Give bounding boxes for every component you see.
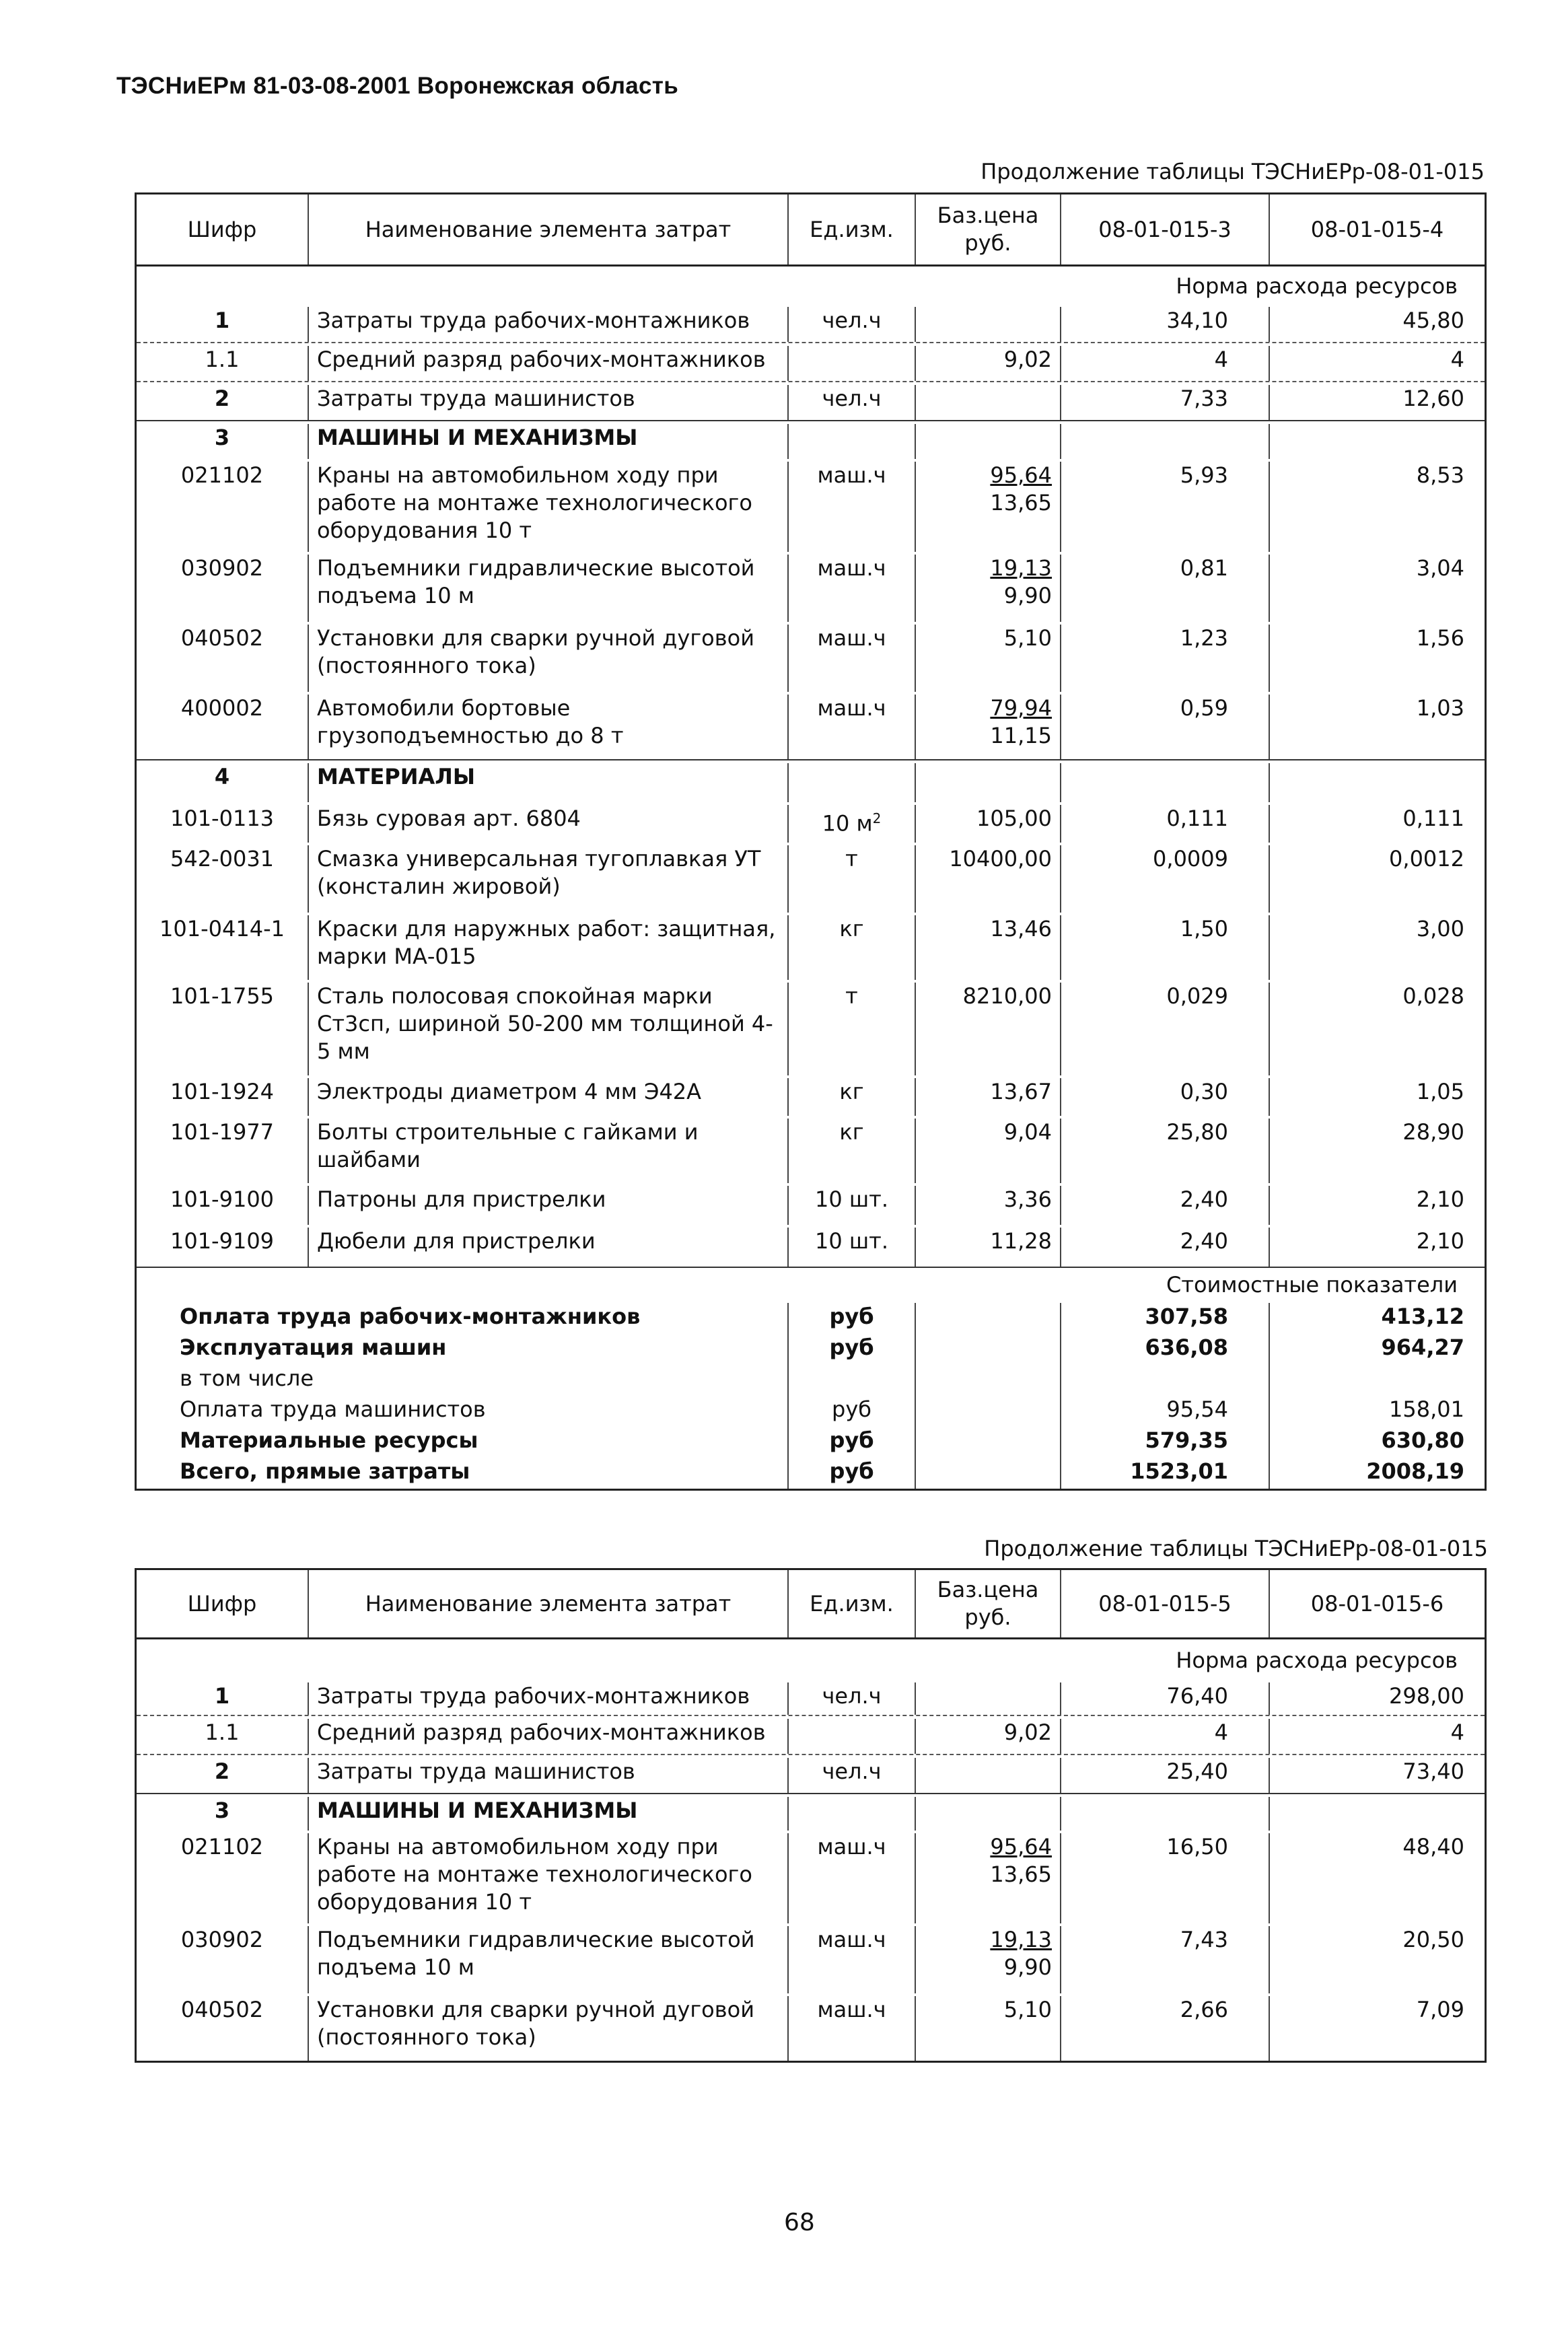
summary-unit: руб [787,1334,915,1365]
row-code: 1 [214,1683,230,1709]
summary-unit: руб [787,1427,915,1458]
page-number: 68 [784,2209,815,2236]
row-price [915,845,1060,913]
table2-body [137,1680,1485,2061]
row-unit-text: маш.ч [817,1997,886,2022]
table2-header-row [137,1570,1485,1637]
col-code-header: Шифр [187,1590,257,1617]
row-price-value-2: 11,15 [990,723,1052,748]
row-price-value-2: 9,90 [1003,583,1052,608]
row-name: Болты строительные с гайками и шайбами [308,1119,787,1183]
row-code: 040502 [180,625,264,651]
row-value-a: 0,029 [1060,983,1269,1075]
row-price-value: 5,10 [1003,1997,1052,2022]
row-value-b: 4 [1269,1719,1485,1754]
row-price-value: 13,67 [990,1079,1052,1104]
row-price [915,1719,1060,1754]
cost-label-row [137,1267,1485,1303]
row-price [915,1996,1060,2061]
row-price-value: 9,02 [1003,1719,1052,1745]
table-row [137,622,1485,692]
row-price [915,462,1060,552]
row-value-a: 4 [1060,1719,1269,1754]
row-value-b: 8,53 [1269,462,1485,552]
row-unit [787,1996,915,2061]
summary-value-b [1269,1365,1485,1396]
row-value-b [1269,424,1485,459]
col-a-header: 08-01-015-5 [1060,1570,1269,1637]
summary-name: Эксплуатация машин [180,1335,447,1360]
row-unit-text: 10 шт. [815,1186,888,1212]
row-name: МАШИНЫ И МЕХАНИЗМЫ [308,424,787,459]
col-b-header: 08-01-015-6 [1269,1570,1485,1637]
row-value-a: 25,40 [1060,1758,1269,1793]
summary-value-a: 636,08 [1060,1334,1269,1365]
row-value-a: 0,81 [1060,555,1269,622]
row-unit-text: чел.ч [822,1683,882,1709]
row-value-a: 7,43 [1060,1926,1269,1993]
row-unit [787,1926,915,1993]
row-unit [787,763,915,802]
summary-spacer [137,1365,172,1396]
row-price [915,983,1060,1075]
row-code: 1.1 [205,347,240,372]
row-unit-text: т [845,983,858,1009]
row-name: Электроды диаметром 4 мм Э42А [308,1078,787,1116]
table2-caption: Продолжение таблицы ТЭСНиЕРр-08-01-015 [984,1536,1488,1561]
row-name: Установки для сварки ручной дуговой (постоянного тока) [308,625,787,692]
row-unit-text: чел.ч [822,308,882,333]
row-unit [787,1119,915,1183]
col-code-header: Шифр [187,216,257,242]
summary-name: Оплата труда машинистов [180,1396,486,1422]
table-row [137,1923,1485,1993]
summary-value-b: 413,12 [1269,1303,1485,1334]
summary-unit [787,1365,915,1396]
row-value-b: 20,50 [1269,1926,1485,1993]
row-price-value-2: 13,65 [990,1862,1052,1887]
summary-spacer [137,1427,172,1458]
row-price-value: 11,28 [990,1228,1052,1254]
row-value-a: 25,80 [1060,1119,1269,1183]
row-name: Патроны для пристрелки [308,1186,787,1225]
table2 [135,1568,1487,2063]
row-unit-text: маш.ч [817,695,886,721]
summary-unit: руб [787,1303,915,1334]
summary-spacer [137,1458,172,1489]
row-code: 4 [214,764,230,789]
summary-spacer [137,1303,172,1334]
row-value-a: 76,40 [1060,1682,1269,1715]
row-value-b [1269,1797,1485,1831]
row-unit [787,1797,915,1831]
row-unit [787,1228,915,1267]
table1-header-row [137,194,1485,264]
cost-label: Стоимостные показатели [1166,1272,1458,1298]
row-code: 101-1755 [170,983,275,1009]
table-row [137,1116,1485,1183]
row-unit [787,695,915,759]
row-name: Подъемники гидравлические высотой подъема 10 м [308,1926,787,1993]
summary-value-a: 579,35 [1060,1427,1269,1458]
row-name: Затраты труда рабочих-монтажников [308,307,787,342]
row-unit-text: чел.ч [822,1759,882,1784]
row-value-a: 4 [1060,346,1269,381]
row-unit-text: маш.ч [817,1834,886,1859]
summary-value-b: 630,80 [1269,1427,1485,1458]
table-row [137,420,1485,459]
row-price [915,1797,1060,1831]
table-row [137,913,1485,980]
summary-row [137,1427,1485,1458]
row-unit [787,462,915,552]
row-code: 101-9100 [170,1186,275,1212]
summary-spacer [137,1396,172,1427]
row-value-a [1060,424,1269,459]
row-price-value: 13,46 [990,916,1052,942]
summary-name: Оплата труда рабочих-монтажников [180,1304,641,1329]
row-value-a: 5,93 [1060,462,1269,552]
row-price [915,346,1060,381]
row-code: 3 [214,1798,230,1823]
row-price [915,424,1060,459]
row-unit-text: маш.ч [817,625,886,651]
row-unit-text: чел.ч [822,386,882,411]
row-unit-text: кг [839,1079,864,1104]
row-unit [787,845,915,913]
row-price [915,1758,1060,1793]
summary-value-b: 158,01 [1269,1396,1485,1427]
document-header: ТЭСНиЕРм 81-03-08-2001 Воронежская область [116,73,679,99]
summary-row [137,1303,1485,1334]
row-value-b: 0,028 [1269,983,1485,1075]
summary-name: в том числе [180,1366,314,1391]
row-unit-sup: 2 [872,810,882,826]
row-unit-text: 10 м [822,810,873,837]
row-price [915,695,1060,759]
row-name: Краски для наружных работ: защитная, марки МА-015 [308,915,787,980]
row-price-value: 19,13 [990,555,1052,581]
row-name: Дюбели для пристрелки [308,1228,787,1267]
summary-row [137,1334,1485,1365]
row-unit [787,625,915,692]
row-price [915,1926,1060,1993]
row-value-b: 12,60 [1269,385,1485,420]
row-price-value: 8210,00 [962,983,1052,1009]
summary-spacer [137,1334,172,1365]
summary-price [915,1365,1060,1396]
norm-label: Норма расхода ресурсов [1176,273,1458,299]
row-price [915,1119,1060,1183]
row-code: 101-0113 [170,806,275,831]
table-row [137,1754,1485,1793]
row-name: Сталь полосовая спокойная марки Ст3сп, шириной 50-200 мм толщиной 4-5 мм [308,983,787,1075]
row-price-value-2: 13,65 [990,490,1052,516]
row-name: Затраты труда машинистов [308,1758,787,1793]
summary-row [137,1458,1485,1489]
row-unit [787,1186,915,1225]
row-value-b: 45,80 [1269,307,1485,342]
row-price [915,555,1060,622]
norm-label-row [137,264,1485,304]
col-unit-header: Ед.изм. [787,1570,915,1637]
row-name: Затраты труда рабочих-монтажников [308,1682,787,1715]
row-price [915,915,1060,980]
row-price-value: 9,04 [1003,1119,1052,1145]
row-value-a: 0,59 [1060,695,1269,759]
row-unit [787,805,915,843]
row-value-b: 7,09 [1269,1996,1485,2061]
row-name: Автомобили бортовые грузоподъемностью до 8 т [308,695,787,759]
row-name: Бязь суровая арт. 6804 [308,805,787,843]
row-price-value-2: 9,90 [1003,1954,1052,1980]
summary-price [915,1458,1060,1489]
row-name: МАТЕРИАЛЫ [308,763,787,802]
row-price [915,1682,1060,1715]
row-value-b: 2,10 [1269,1228,1485,1267]
table-row [137,1225,1485,1267]
summary-price [915,1396,1060,1427]
row-price-value: 3,36 [1003,1186,1052,1212]
row-price-value: 19,13 [990,1927,1052,1952]
row-name: Краны на автомобильном ходу при работе на монтаже технологического оборудования 10 т [308,462,787,552]
summary-price [915,1427,1060,1458]
norm-label-row [137,1637,1485,1680]
row-value-a: 2,40 [1060,1228,1269,1267]
row-value-a: 7,33 [1060,385,1269,420]
row-unit [787,1833,915,1923]
row-price [915,1833,1060,1923]
row-price-value: 9,02 [1003,347,1052,372]
row-unit [787,1078,915,1116]
row-unit [787,1682,915,1715]
row-price [915,1078,1060,1116]
row-code: 021102 [180,462,264,488]
col-b-header: 08-01-015-4 [1269,194,1485,264]
row-value-b: 0,111 [1269,805,1485,843]
table1-body [137,304,1485,1267]
row-unit [787,1719,915,1754]
table-row [137,1993,1485,2061]
row-value-a: 0,30 [1060,1078,1269,1116]
row-code: 400002 [180,695,264,721]
row-value-b: 2,10 [1269,1186,1485,1225]
row-unit-text: кг [839,1119,864,1145]
row-name: МАШИНЫ И МЕХАНИЗМЫ [308,1797,787,1831]
row-name: Подъемники гидравлические высотой подъема 10 м [308,555,787,622]
row-value-b: 1,05 [1269,1078,1485,1116]
row-code: 021102 [180,1834,264,1859]
col-price-header: Баз.цена руб. [915,1570,1060,1637]
summary-value-b: 2008,19 [1269,1458,1485,1489]
row-value-a: 0,0009 [1060,845,1269,913]
summary-value-a [1060,1365,1269,1396]
summary-unit: руб [787,1396,915,1427]
row-code: 101-9109 [170,1228,275,1254]
summary-value-a: 1523,01 [1060,1458,1269,1489]
row-value-b: 0,0012 [1269,845,1485,913]
summary-name: Материальные ресурсы [180,1427,478,1453]
table-row [137,552,1485,622]
table-row [137,1183,1485,1225]
row-unit-text: кг [839,916,864,942]
table1 [135,192,1487,1491]
row-value-b: 1,56 [1269,625,1485,692]
table-row [137,759,1485,802]
row-unit-text: маш.ч [817,555,886,581]
row-value-b: 73,40 [1269,1758,1485,1793]
row-unit [787,983,915,1075]
row-value-a: 34,10 [1060,307,1269,342]
table-row [137,381,1485,420]
row-price-value: 79,94 [990,695,1052,721]
row-unit-text: маш.ч [817,1927,886,1952]
summary-unit: руб [787,1458,915,1489]
table-row [137,342,1485,381]
row-unit [787,346,915,381]
summary-name: Всего, прямые затраты [180,1458,470,1484]
row-unit-text: маш.ч [817,462,886,488]
row-price [915,385,1060,420]
row-price-value: 95,64 [990,462,1052,488]
row-value-b: 4 [1269,346,1485,381]
table-row [137,1680,1485,1715]
col-a-header: 08-01-015-3 [1060,194,1269,264]
row-price [915,763,1060,802]
row-unit [787,915,915,980]
table-row [137,980,1485,1075]
row-code: 1 [214,308,230,333]
row-value-b: 48,40 [1269,1833,1485,1923]
row-price-value: 95,64 [990,1834,1052,1859]
row-value-b: 1,03 [1269,695,1485,759]
row-code: 542-0031 [170,846,275,872]
row-price-value: 5,10 [1003,625,1052,651]
row-name: Средний разряд рабочих-монтажников [308,1719,787,1754]
table1-summary [137,1303,1485,1489]
row-price-value: 10400,00 [949,846,1052,872]
row-value-a [1060,763,1269,802]
row-unit [787,307,915,342]
row-name: Установки для сварки ручной дуговой (постоянного тока) [308,1996,787,2061]
table-row [137,304,1485,342]
row-name: Средний разряд рабочих-монтажников [308,346,787,381]
row-code: 101-1977 [170,1119,275,1145]
row-code: 030902 [180,555,264,581]
row-unit-text: 10 шт. [815,1228,888,1254]
row-unit [787,385,915,420]
row-code: 101-0414-1 [159,916,285,942]
col-name-header: Наименование элемента затрат [308,1570,787,1637]
table-row [137,802,1485,843]
table-row [137,459,1485,552]
row-code: 3 [214,425,230,450]
row-price [915,805,1060,843]
summary-row [137,1365,1485,1396]
table-row [137,1075,1485,1116]
row-value-b [1269,763,1485,802]
col-unit-header: Ед.изм. [787,194,915,264]
row-value-a [1060,1797,1269,1831]
table-row [137,1793,1485,1831]
row-code: 040502 [180,1997,264,2022]
row-unit [787,555,915,622]
row-price [915,625,1060,692]
row-price [915,1228,1060,1267]
row-value-a: 1,50 [1060,915,1269,980]
row-value-a: 16,50 [1060,1833,1269,1923]
summary-value-a: 307,58 [1060,1303,1269,1334]
table1-caption: Продолжение таблицы ТЭСНиЕРр-08-01-015 [981,159,1485,184]
summary-value-a: 95,54 [1060,1396,1269,1427]
row-price-value: 105,00 [976,806,1052,831]
row-unit [787,424,915,459]
col-price-header: Баз.цена руб. [915,194,1060,264]
table-row [137,692,1485,759]
row-code: 1.1 [205,1719,240,1745]
row-value-a: 2,66 [1060,1996,1269,2061]
row-value-b: 298,00 [1269,1682,1485,1715]
row-value-b: 28,90 [1269,1119,1485,1183]
col-name-header: Наименование элемента затрат [308,194,787,264]
summary-price [915,1303,1060,1334]
table-row [137,843,1485,913]
row-name: Краны на автомобильном ходу при работе на монтаже технологического оборудования 10 т [308,1833,787,1923]
summary-row [137,1396,1485,1427]
row-value-a: 0,111 [1060,805,1269,843]
row-name: Затраты труда машинистов [308,385,787,420]
row-code: 2 [214,386,230,411]
row-unit-text: т [845,846,858,872]
summary-value-b: 964,27 [1269,1334,1485,1365]
row-name: Смазка универсальная тугоплавкая УТ (консталин жировой) [308,845,787,913]
table-row [137,1715,1485,1754]
row-code: 2 [214,1759,230,1784]
row-value-b: 3,00 [1269,915,1485,980]
row-price [915,307,1060,342]
row-value-a: 2,40 [1060,1186,1269,1225]
row-code: 101-1924 [170,1079,275,1104]
row-value-a: 1,23 [1060,625,1269,692]
norm-label: Норма расхода ресурсов [1176,1647,1458,1673]
row-price [915,1186,1060,1225]
row-code: 030902 [180,1927,264,1952]
summary-price [915,1334,1060,1365]
row-value-b: 3,04 [1269,555,1485,622]
row-unit [787,1758,915,1793]
table-row [137,1831,1485,1923]
